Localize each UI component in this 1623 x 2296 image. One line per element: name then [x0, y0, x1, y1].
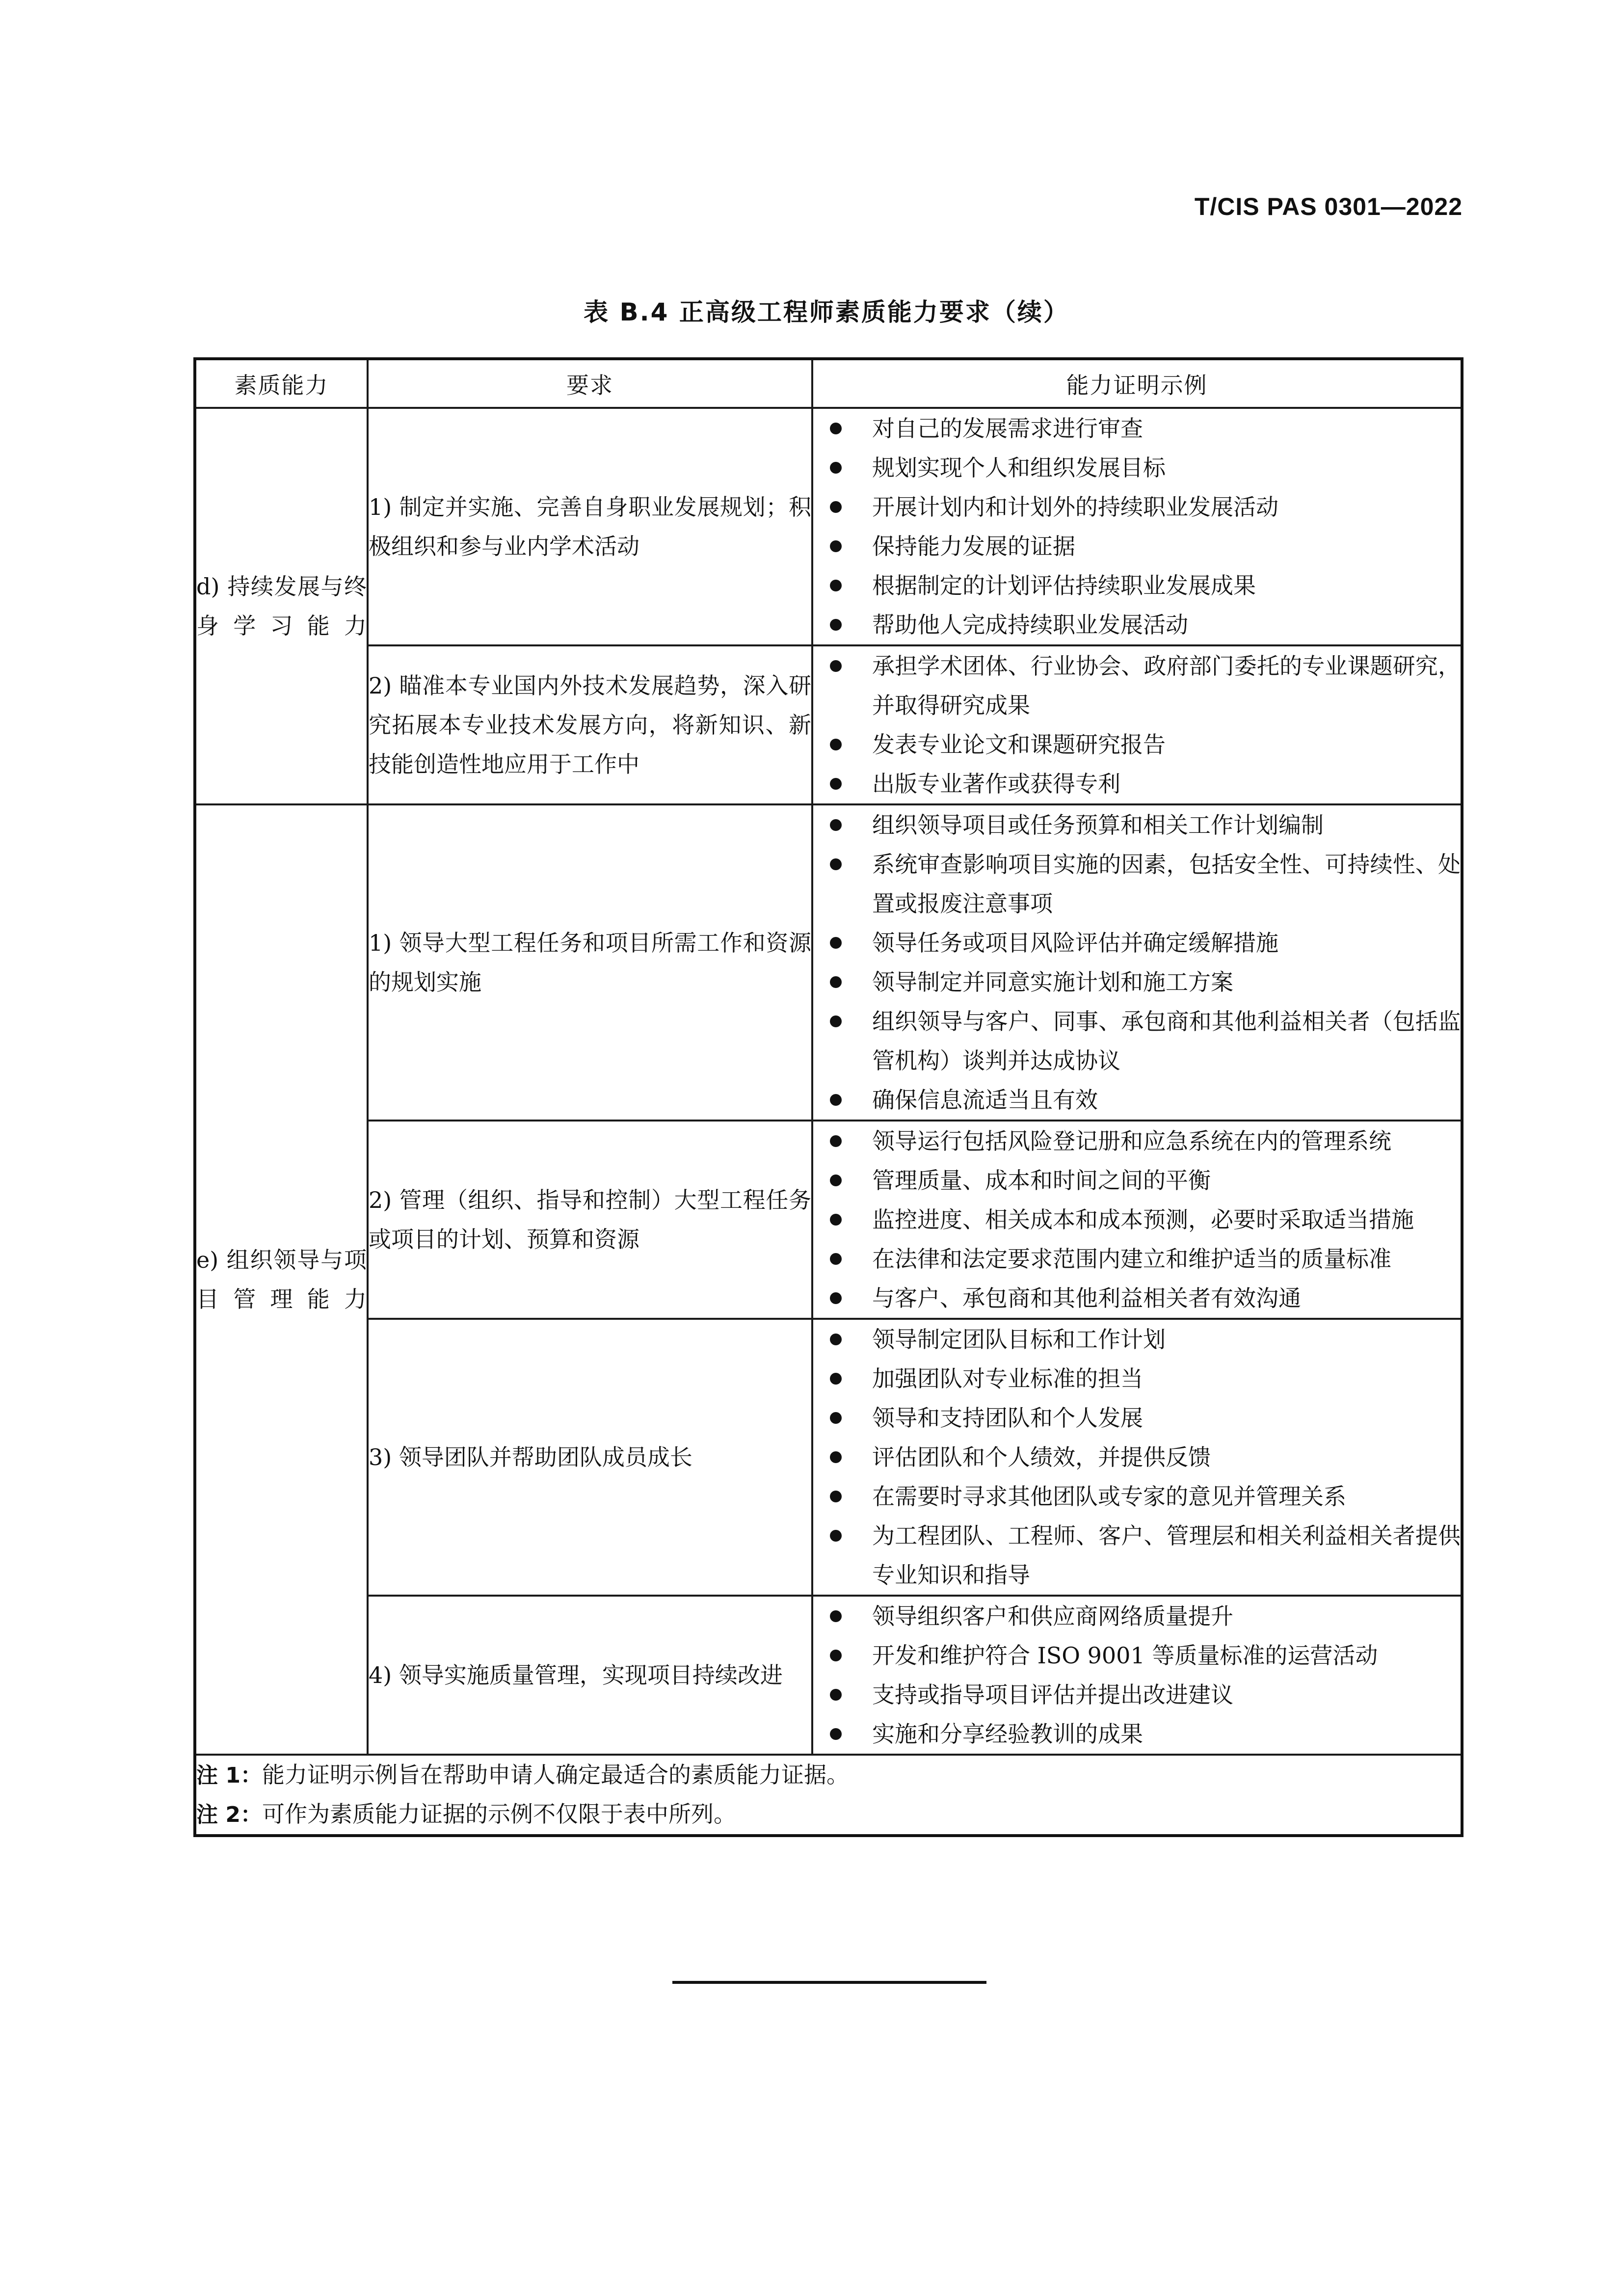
- list-item: 开展计划内和计划外的持续职业发展活动: [813, 487, 1461, 527]
- table-note: [196, 1795, 1461, 1834]
- note-label: 注 2：: [196, 1802, 262, 1827]
- list-item: 承担学术团体、行业协会、政府部门委托的专业课题研究，并取得研究成果: [813, 646, 1461, 725]
- bullet-icon: [830, 580, 842, 591]
- category-cell: e) 组织领导与项目管理能力: [195, 804, 368, 1755]
- bullet-icon: [830, 501, 842, 513]
- list-item: 系统审查影响项目实施的因素，包括安全性、可持续性、处置或报废注意事项: [813, 845, 1461, 923]
- column-header-evidence: 能力证明示例: [812, 359, 1462, 408]
- bullet-icon: [830, 1253, 842, 1265]
- list-item: 出版专业著作或获得专利: [813, 764, 1461, 803]
- bullet-icon: [830, 1530, 842, 1542]
- bullet-icon: [830, 1491, 842, 1502]
- notes-cell: [195, 1755, 1462, 1836]
- evidence-cell: [812, 408, 1462, 645]
- list-item: 根据制定的计划评估持续职业发展成果: [813, 566, 1461, 605]
- evidence-list: [813, 805, 1461, 1120]
- evidence-cell: [812, 1121, 1462, 1319]
- list-item: 实施和分享经验教训的成果: [813, 1714, 1461, 1754]
- bullet-icon: [830, 1214, 842, 1226]
- list-item: 在需要时寻求其他团队或专家的意见并管理关系: [813, 1477, 1461, 1516]
- table-row: [195, 804, 1462, 1121]
- evidence-list: [813, 646, 1461, 803]
- category-cell: d) 持续发展与终身学习能力: [195, 408, 368, 804]
- bullet-icon: [830, 1728, 842, 1740]
- list-item: 帮助他人完成持续职业发展活动: [813, 605, 1461, 644]
- list-item: 组织领导与客户、同事、承包商和其他利益相关者（包括监管机构）谈判并达成协议: [813, 1002, 1461, 1080]
- list-item: 领导任务或项目风险评估并确定缓解措施: [813, 923, 1461, 962]
- list-item: 管理质量、成本和时间之间的平衡: [813, 1161, 1461, 1200]
- bullet-icon: [830, 1451, 842, 1463]
- list-item: 支持或指导项目评估并提出改进建议: [813, 1675, 1461, 1714]
- list-item: 保持能力发展的证据: [813, 527, 1461, 566]
- bullet-icon: [830, 858, 842, 870]
- column-header-competency: 素质能力: [195, 359, 368, 408]
- note-text: 可作为素质能力证据的示例不仅限于表中所列。: [262, 1801, 736, 1827]
- list-item: 确保信息流适当且有效: [813, 1080, 1461, 1120]
- bullet-icon: [830, 976, 842, 988]
- end-of-document-rule: [672, 1981, 986, 1984]
- bullet-icon: [830, 1334, 842, 1345]
- table-title: 表 B.4 正高级工程师素质能力要求（续）: [584, 298, 1069, 326]
- evidence-cell: [812, 1596, 1462, 1755]
- list-item: 对自己的发展需求进行审查: [813, 409, 1461, 448]
- table-header-row: [195, 359, 1462, 408]
- bullet-icon: [830, 937, 842, 949]
- requirement-cell: 1) 领导大型工程任务和项目所需工作和资源的规划实施: [368, 804, 812, 1121]
- bullet-icon: [830, 1650, 842, 1661]
- notes-row: [195, 1755, 1462, 1836]
- bullet-icon: [830, 1015, 842, 1027]
- bullet-icon: [830, 1175, 842, 1186]
- bullet-icon: [830, 619, 842, 631]
- bullet-icon: [830, 1689, 842, 1701]
- evidence-list: [813, 1597, 1461, 1754]
- bullet-icon: [830, 660, 842, 672]
- bullet-icon: [830, 423, 842, 434]
- bullet-icon: [830, 778, 842, 790]
- table-row: [195, 1596, 1462, 1755]
- list-item: 规划实现个人和组织发展目标: [813, 448, 1461, 487]
- competency-table: [193, 357, 1463, 1837]
- list-item: 开发和维护符合 ISO 9001 等质量标准的运营活动: [813, 1636, 1461, 1675]
- table-row: [195, 408, 1462, 645]
- requirement-cell: 3) 领导团队并帮助团队成员成长: [368, 1319, 812, 1596]
- evidence-list: [813, 1121, 1461, 1318]
- table-note: [196, 1756, 1461, 1795]
- list-item: 领导和支持团队和个人发展: [813, 1398, 1461, 1438]
- list-item: 领导制定团队目标和工作计划: [813, 1320, 1461, 1359]
- requirement-cell: 4) 领导实施质量管理，实现项目持续改进: [368, 1596, 812, 1755]
- bullet-icon: [830, 462, 842, 474]
- note-label: 注 1：: [196, 1763, 262, 1788]
- requirement-cell: 1) 制定并实施、完善自身职业发展规划；积极组织和参与业内学术活动: [368, 408, 812, 645]
- table-row: [195, 645, 1462, 804]
- evidence-cell: [812, 804, 1462, 1121]
- evidence-cell: [812, 1319, 1462, 1596]
- list-item: 与客户、承包商和其他利益相关者有效沟通: [813, 1279, 1461, 1318]
- list-item: 加强团队对专业标准的担当: [813, 1359, 1461, 1398]
- evidence-list: [813, 409, 1461, 644]
- list-item: 监控进度、相关成本和成本预测，必要时采取适当措施: [813, 1200, 1461, 1239]
- bullet-icon: [830, 540, 842, 552]
- bullet-icon: [830, 1094, 842, 1106]
- list-item: 发表专业论文和课题研究报告: [813, 725, 1461, 764]
- list-item: 为工程团队、工程师、客户、管理层和相关利益相关者提供专业知识和指导: [813, 1516, 1461, 1595]
- column-header-requirement: 要求: [368, 359, 812, 408]
- document-code: T/CIS PAS 0301—2022: [1194, 193, 1463, 220]
- bullet-icon: [830, 1292, 842, 1304]
- requirement-cell: 2) 瞄准本专业国内外技术发展趋势，深入研究拓展本专业技术发展方向，将新知识、新技能创造性地应用于工作中: [368, 645, 812, 804]
- note-text: 能力证明示例旨在帮助申请人确定最适合的素质能力证据。: [262, 1762, 849, 1788]
- evidence-cell: [812, 645, 1462, 804]
- table-row: [195, 1121, 1462, 1319]
- bullet-icon: [830, 1610, 842, 1622]
- list-item: 领导运行包括风险登记册和应急系统在内的管理系统: [813, 1121, 1461, 1161]
- bullet-icon: [830, 1135, 842, 1147]
- list-item: 在法律和法定要求范围内建立和维护适当的质量标准: [813, 1239, 1461, 1279]
- list-item: 领导组织客户和供应商网络质量提升: [813, 1597, 1461, 1636]
- bullet-icon: [830, 739, 842, 750]
- list-item: 组织领导项目或任务预算和相关工作计划编制: [813, 805, 1461, 845]
- bullet-icon: [830, 1412, 842, 1424]
- requirement-cell: 2) 管理（组织、指导和控制）大型工程任务或项目的计划、预算和资源: [368, 1121, 812, 1319]
- bullet-icon: [830, 819, 842, 831]
- table-row: [195, 1319, 1462, 1596]
- evidence-list: [813, 1320, 1461, 1595]
- bullet-icon: [830, 1373, 842, 1385]
- list-item: 领导制定并同意实施计划和施工方案: [813, 962, 1461, 1002]
- list-item: 评估团队和个人绩效，并提供反馈: [813, 1438, 1461, 1477]
